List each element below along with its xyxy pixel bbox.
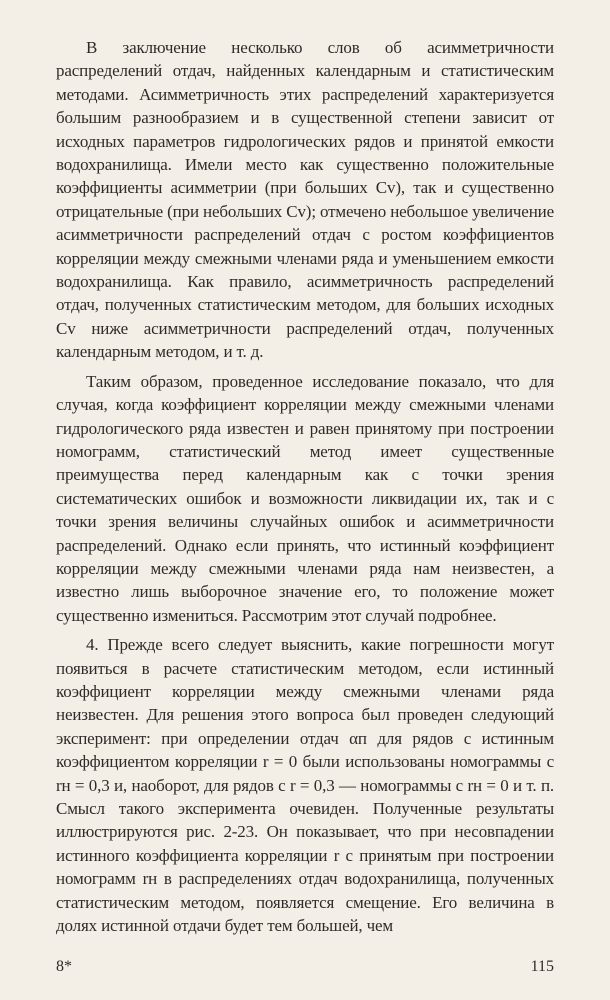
paragraph-asymmetry: В заключение несколько слов об асимметричности распределений отдач, найденных календарным и статистическим методами. Асимметричность этих распределений характеризуется большим разнообразием и в существенной степени зависит от исходных параметров гидрологических рядов и принятой емкости водохранилища. Имели место как существенно положительные коэффициенты асимметрии (при больших Cv), так и существенно отрицательные (при небольших Cv); отмечено небольшое увеличение асимметричности распределений отдач с ростом коэффициентов корреляции между смежными членами ряда и уменьшением емкости водохранилища. Как правило, асимметричность распределений отдач, полученных статистическим методом, для больших исходных Cv ниже асимметричности распределений отдач, полученных календарным методом, и т. д. (56, 38, 554, 362)
page-number: 115 (530, 958, 554, 975)
paragraph-conclusion: Таким образом, проведенное исследование показало, что для случая, когда коэффициент корреляции между смежными членами гидрологического ряда известен и равен принятому при построении номограмм, статистический метод имеет существенные преимущества перед календарным как с точки зрения систематических ошибок и возможности ликвидации их, так и с точки зрения величины случайных ошибок и асимметричности распределений. Однако если принять, что истинный коэффициент корреляции между смежными членами ряда нам неизвестен, а известно лишь выборочное значение его, то положение может существенно измениться. Рассмотрим этот случай подробнее. (56, 371, 554, 625)
page-body (56, 36, 554, 943)
paragraph-experiment: 4. Прежде всего следует выяснить, какие погрешности могут появиться в расчете статистическим методом, если истинный коэффициент корреляции между смежными членами ряда неизвестен. Для решения этого вопроса был проведен следующий эксперимент: при определении отдач αп для рядов с истинным коэффициентом корреляции r = 0 были использованы номограммы с rн = 0,3 и, наоборот, для рядов с r = 0,3 — номограммы с rн = 0 и т. п. Смысл такого эксперимента очевиден. Полученные результаты иллюстрируются рис. 2-23. Он показывает, что при несовпадении истинного коэффициента корреляции r с принятым при построении номограмм rн в распределениях отдач водохранилища, полученных статистическим методом, появляется смещение. Его величина в долях истинной отдачи будет тем большей, чем (56, 635, 554, 936)
signature-mark: 8* (56, 958, 72, 975)
